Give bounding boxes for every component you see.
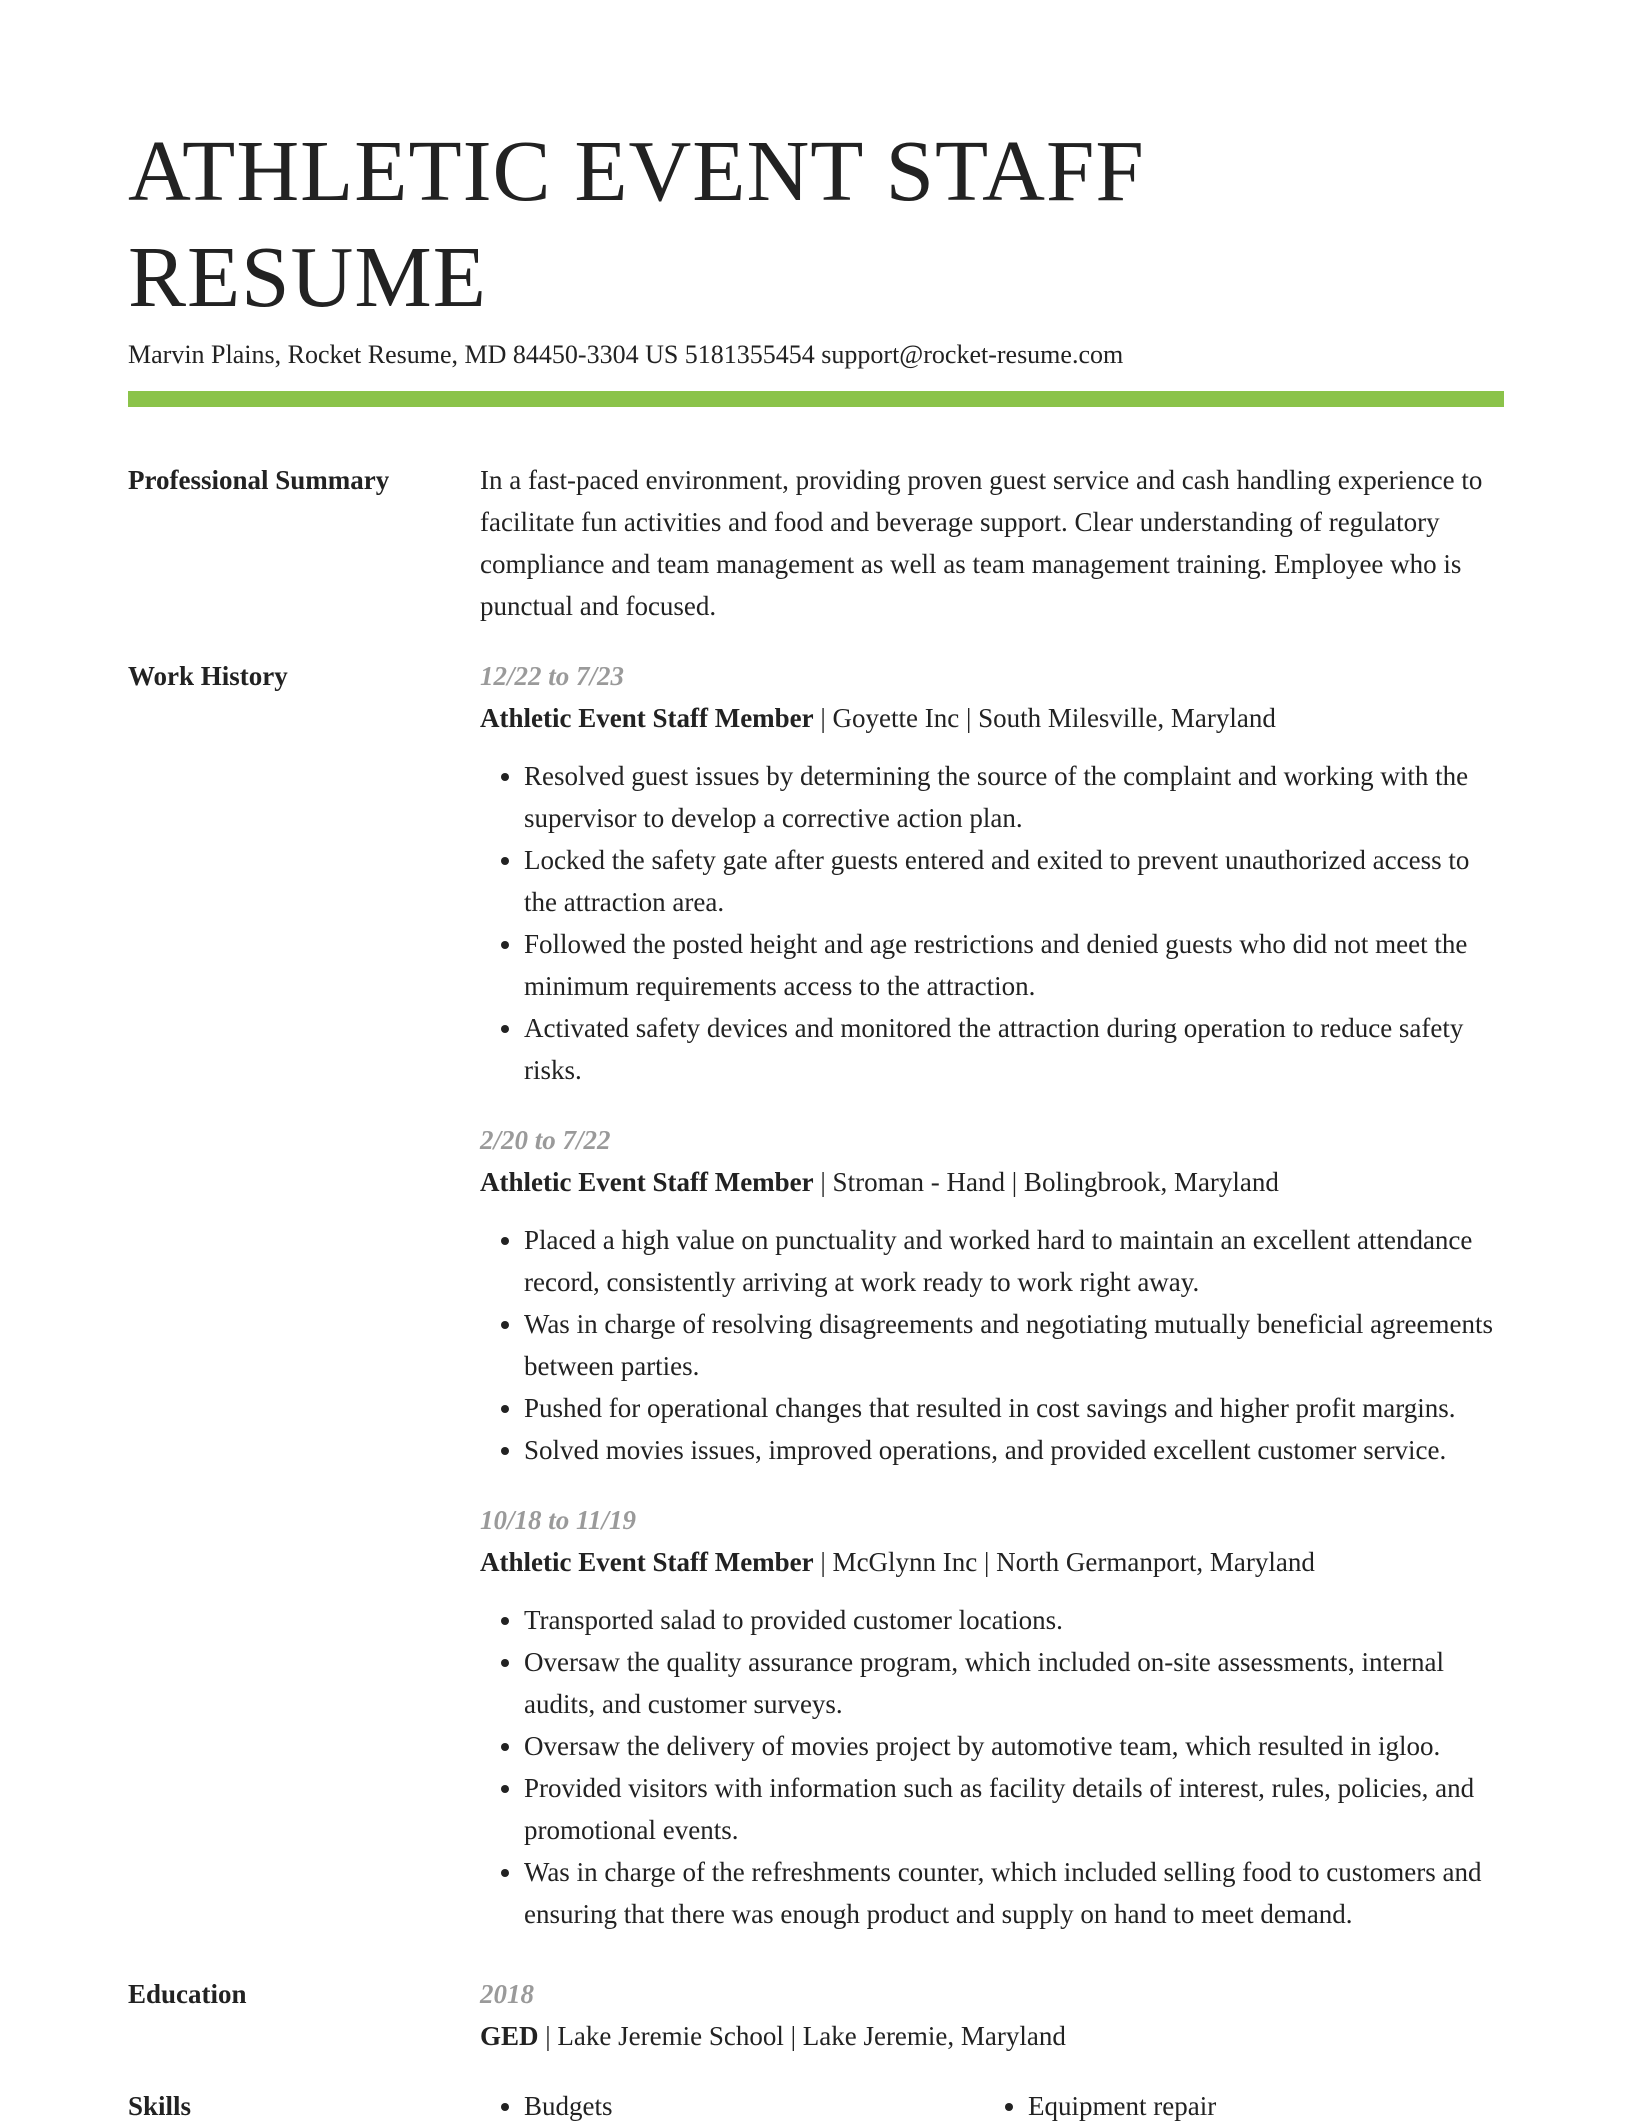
job-bullet: • Followed the posted height and age restrictions and denied guests who did not meet the minimum requirements access to the attraction.: [524, 923, 1504, 1007]
skills-column: [480, 2085, 984, 2127]
summary-text: In a fast-paced environment, providing proven guest service and cash handling experience to facilitate fun activities and food and beverage support. Clear understanding of regulatory compliance and team management as well as team management training. Employee who is punctual and focused.: [480, 465, 1483, 621]
job-dates: 10/18 to 11/19: [480, 1505, 637, 1535]
job-entry: [480, 1499, 1504, 1935]
job-bullet: • Solved movies issues, improved operations, and provided excellent customer service.: [524, 1429, 1504, 1471]
job-dates: 12/22 to 7/23: [480, 661, 625, 691]
professional-summary-section: [128, 407, 1504, 627]
job-bullet: • Resolved guest issues by determining the source of the complaint and working with the supervisor to develop a corrective action plan.: [524, 755, 1504, 839]
job-bullets: [480, 1219, 1504, 1471]
skills-list: [480, 2085, 1504, 2127]
job-dates: 2/20 to 7/22: [480, 1125, 611, 1155]
job-bullet: • Provided visitors with information such as facility details of interest, rules, policies, and promotional events.: [524, 1767, 1504, 1851]
job-title: Athletic Event Staff Member: [480, 1547, 814, 1577]
skills-section: [128, 2057, 1504, 2127]
job-heading: [480, 697, 1504, 739]
work-history-section: [128, 627, 1504, 1935]
job-details: | Goyette Inc | South Milesville, Maryland: [813, 703, 1276, 733]
work-history-list: [480, 655, 1504, 1935]
skill-item: • Equipment repair: [1028, 2085, 1488, 2127]
header-divider: [128, 391, 1504, 407]
section-label-work-history: Work History: [128, 661, 288, 691]
job-bullet: • Oversaw the delivery of movies project by automotive team, which resulted in igloo.: [524, 1725, 1504, 1767]
job-bullets: [480, 755, 1504, 1091]
job-bullet: • Locked the safety gate after guests entered and exited to prevent unauthorized access to the attraction area.: [524, 839, 1504, 923]
job-bullet: • Activated safety devices and monitored the attraction during operation to reduce safety risks.: [524, 1007, 1504, 1091]
education-heading: [480, 2015, 1504, 2057]
skills-column: [984, 2085, 1488, 2127]
job-title: Athletic Event Staff Member: [480, 1167, 814, 1197]
section-label-education: Education: [128, 1979, 247, 2009]
job-bullet: • Oversaw the quality assurance program, which included on-site assessments, internal audits, and customer surveys.: [524, 1641, 1504, 1725]
resume-title: ATHLETIC EVENT STAFF RESUME: [128, 122, 1145, 325]
job-title: Athletic Event Staff Member: [480, 703, 814, 733]
job-heading: [480, 1541, 1504, 1583]
job-bullet: • Placed a high value on punctuality and worked hard to maintain an excellent attendance record, consistently arriving at work ready to work right away.: [524, 1219, 1504, 1303]
education-section: [128, 1963, 1504, 2057]
job-details: | McGlynn Inc | North Germanport, Maryland: [813, 1547, 1315, 1577]
education-year: 2018: [480, 1979, 534, 2009]
job-bullet: • Pushed for operational changes that resulted in cost savings and higher profit margins.: [524, 1387, 1504, 1429]
job-bullets: [480, 1599, 1504, 1935]
job-bullet: • Was in charge of the refreshments counter, which included selling food to customers and ensuring that there was enough product and supply on hand to meet demand.: [524, 1851, 1504, 1935]
section-label-professional-summary: Professional Summary: [128, 465, 390, 495]
resume-page: [128, 0, 1504, 2127]
job-details: | Stroman - Hand | Bolingbrook, Maryland: [813, 1167, 1279, 1197]
skill-item: • Budgets: [524, 2085, 984, 2127]
education-details: | Lake Jeremie School | Lake Jeremie, Maryland: [538, 2021, 1066, 2051]
job-heading: [480, 1161, 1504, 1203]
contact-info: Marvin Plains, Rocket Resume, MD 84450-3304 US 5181355454 support@rocket-resume.com: [128, 340, 1124, 369]
section-label-skills: Skills: [128, 2091, 192, 2121]
job-entry: [480, 655, 1504, 1091]
job-entry: [480, 1119, 1504, 1471]
job-bullet: • Was in charge of resolving disagreements and negotiating mutually beneficial agreements between parties.: [524, 1303, 1504, 1387]
education-entry: [480, 1973, 1504, 2057]
education-degree: GED: [480, 2021, 539, 2051]
job-bullet: • Transported salad to provided customer locations.: [524, 1599, 1504, 1641]
